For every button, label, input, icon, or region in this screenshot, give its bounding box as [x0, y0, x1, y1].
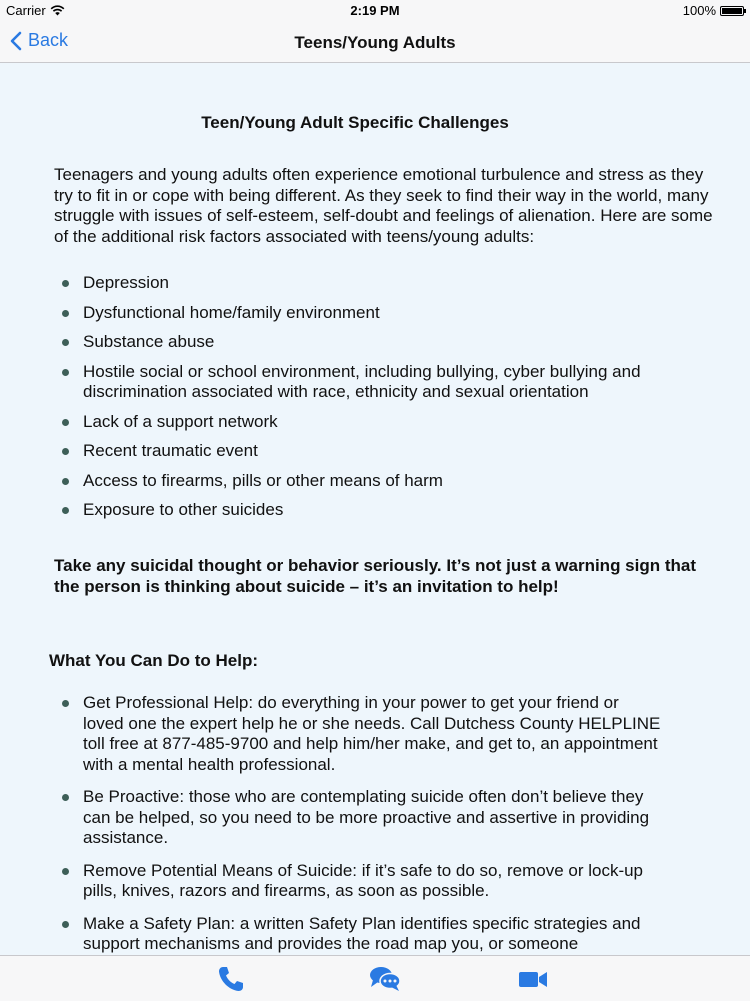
bullet-icon: [62, 419, 69, 426]
bullet-icon: [62, 700, 69, 707]
list-item-text: Exposure to other suicides: [83, 500, 284, 519]
phone-icon: [216, 964, 246, 994]
list-item: [62, 412, 662, 433]
tab-chat[interactable]: [369, 964, 401, 994]
list-item: [62, 787, 662, 849]
bullet-icon: [62, 868, 69, 875]
list-item: [62, 914, 662, 955]
list-item-text: Be Proactive: those who are contemplating suicide often don’t believe they can be helped, so you need to be more proactive and assertive in providing assistance.: [83, 787, 650, 847]
back-label: Back: [28, 30, 69, 50]
chat-bubbles-icon: [369, 964, 401, 994]
battery-icon: [720, 6, 744, 16]
status-bar: [0, 0, 750, 22]
list-item-text: Access to firearms, pills or other means of harm: [83, 470, 443, 490]
tab-phone[interactable]: [216, 964, 246, 994]
carrier-label: Carrier: [6, 3, 46, 18]
bullet-icon: [62, 794, 69, 801]
intro-paragraph: Teenagers and young adults often experience emotional turbulence and stress as they try to fit in or cope with being different. As they seek to find their way in the world, many struggle with issues of self-esteem, self-doubt and feelings of alienation. Here are some of the additional risk factors associated with teens/young adults:: [54, 165, 713, 246]
status-time: 2:19 PM: [350, 3, 400, 18]
risk-factor-list: [62, 273, 662, 530]
list-item-text: Recent traumatic event: [83, 441, 258, 460]
list-item: [62, 471, 662, 492]
article-content[interactable]: [0, 63, 750, 955]
list-item-text: Hostile social or school environment, including bullying, cyber bullying and discrimination associated with race, ethnicity and sexual orientation: [83, 361, 641, 401]
bullet-icon: [62, 280, 69, 287]
bullet-icon: [62, 369, 69, 376]
bullet-icon: [62, 507, 69, 514]
bullet-icon: [62, 339, 69, 346]
list-item-text: Get Professional Help: do everything in your power to get your friend or loved one the expert help he or she needs. Call Dutchess County HELPLINE toll free at 877-485-9700 and help him/her make, and get to, an appointment with a mental health professional.: [83, 693, 661, 774]
list-item-text: Remove Potential Means of Suicide: if it’s safe to do so, remove or lock-up pills, knives, razors and firearms, as soon as possible.: [83, 860, 644, 900]
list-item: [62, 861, 662, 902]
list-item: [62, 273, 662, 294]
list-item: [62, 332, 662, 353]
navigation-bar: [0, 22, 750, 63]
help-list: [62, 693, 662, 955]
list-item: [62, 693, 662, 775]
list-item-text: Substance abuse: [83, 332, 215, 351]
help-heading: What You Can Do to Help:: [49, 651, 259, 670]
bullet-icon: [62, 478, 69, 485]
tab-bar: [0, 955, 750, 1001]
video-camera-icon: [518, 964, 548, 994]
bullet-icon: [62, 448, 69, 455]
list-item-text: Make a Safety Plan: a written Safety Plan identifies specific strategies and support mechanisms and provides the road map you, or someone: [83, 913, 641, 953]
list-item-text: Lack of a support network: [83, 411, 278, 431]
bullet-icon: [62, 310, 69, 317]
list-item-text: Dysfunctional home/family environment: [83, 302, 380, 322]
page-title: Teens/Young Adults: [294, 33, 456, 52]
warning-paragraph: Take any suicidal thought or behavior seriously. It’s not just a warning sign that the person is thinking about suicide – it’s an invitation to help!: [54, 556, 697, 596]
list-item: [62, 441, 662, 462]
battery-percent: 100%: [682, 3, 716, 18]
list-item: [62, 362, 662, 403]
list-item: [62, 500, 662, 521]
list-item: [62, 303, 662, 324]
battery-group: [683, 3, 744, 18]
tab-video[interactable]: [518, 964, 548, 994]
bullet-icon: [62, 921, 69, 928]
list-item-text: Depression: [83, 273, 169, 292]
article-heading: Teen/Young Adult Specific Challenges: [201, 113, 509, 132]
